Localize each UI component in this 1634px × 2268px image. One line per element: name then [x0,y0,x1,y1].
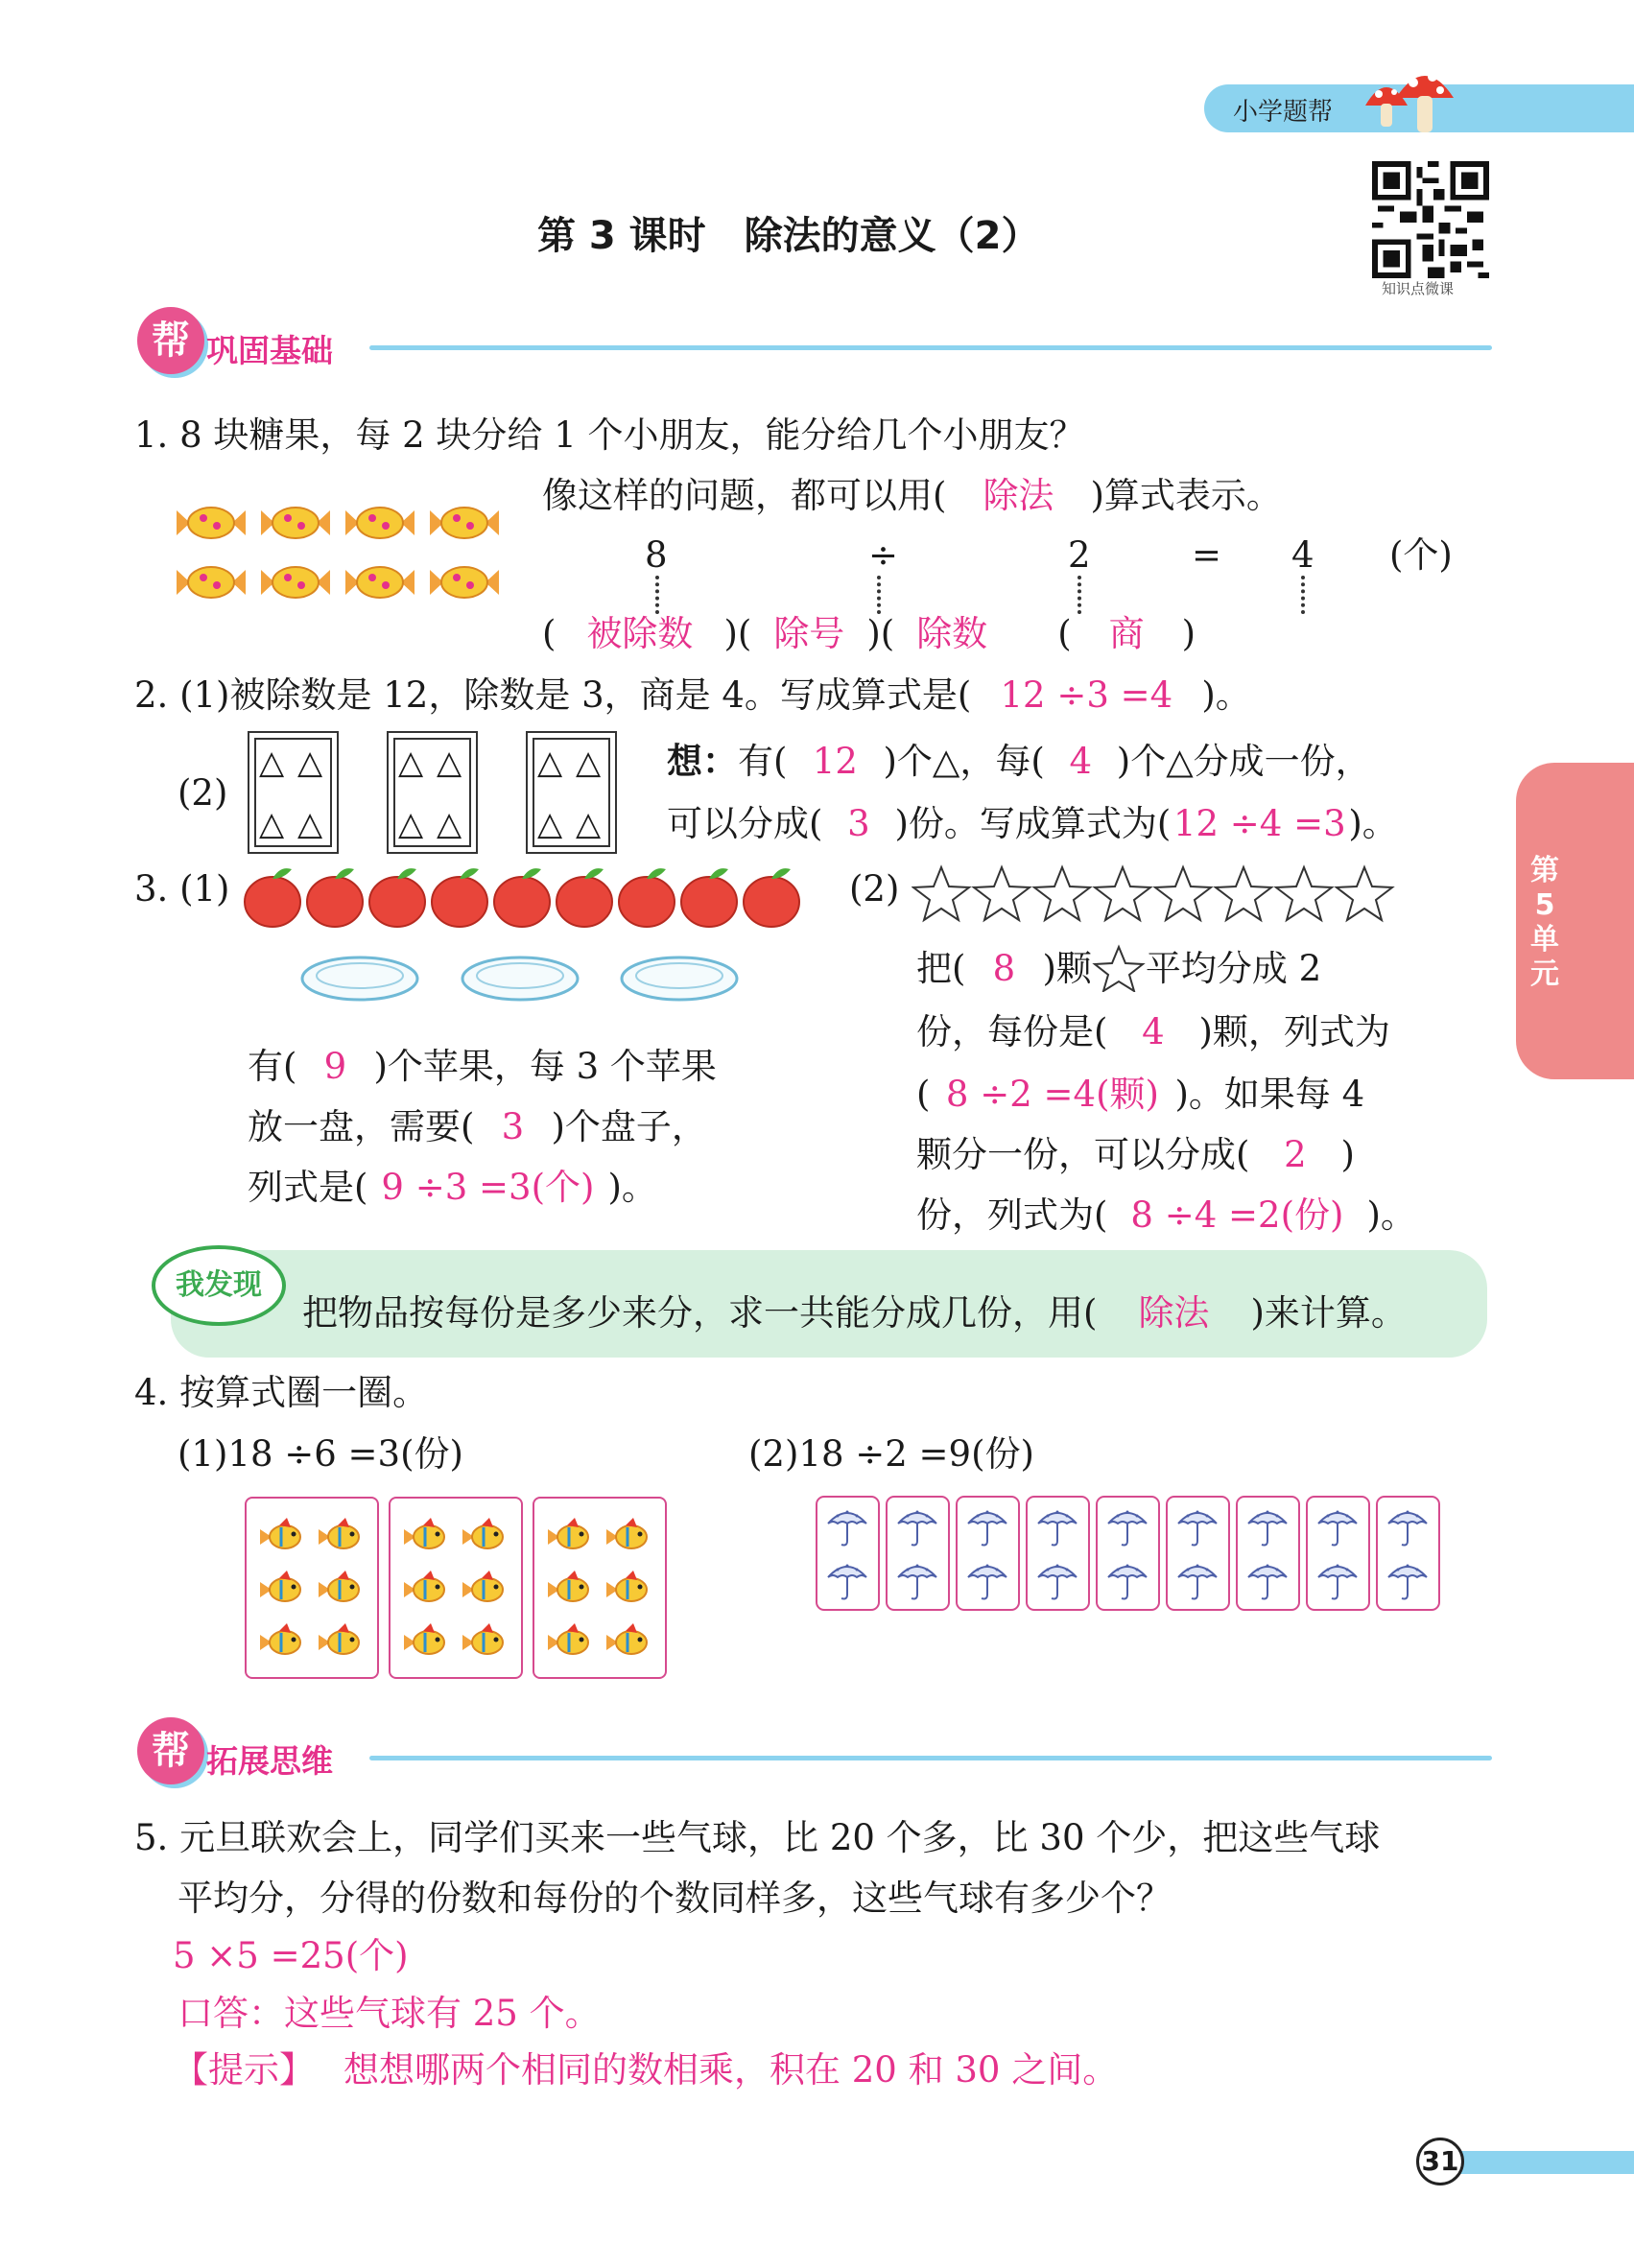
triangle-icon: △ [576,805,602,843]
think-label: 想： [667,740,738,782]
leader-dots [1301,576,1307,614]
triangle-icon: △ [398,805,424,843]
q3-right-line1 [916,944,1321,992]
brand-label: 小学题帮 [1233,98,1334,127]
text: )算式表示。 [1090,475,1282,516]
triangle-group-box[interactable] [248,731,339,854]
fish-grid [245,1497,667,1679]
apple-icon [681,868,737,927]
hint-text: 想想哪两个相同的数相乘，积在 20 和 30 之间。 [343,2049,1119,2091]
star-icon [1092,944,1146,992]
text: )( [866,613,895,654]
q5-line1: 5. 元旦联欢会上，同学们买来一些气球，比 20 个多，比 30 个少，把这些气球 [134,1817,1381,1858]
candy-icon [173,560,249,604]
discovery-text [302,1292,1407,1334]
answer: 4 [1142,1011,1165,1052]
q1-term-names [542,613,1196,654]
triangle-icon: △ [537,744,563,782]
text: )来计算。 [1250,1292,1407,1334]
candy-group [173,501,509,626]
answer: 2 [1284,1134,1307,1175]
apple-icon [619,868,675,927]
qr-caption: 知识点微课 [1382,280,1455,297]
triangle-icon: △ [576,744,602,782]
section-badge: 帮 [137,1717,204,1784]
star-icon [974,867,1030,920]
leader-dots [655,576,661,614]
star-icon [913,867,969,920]
discovery-badge: 我发现 [152,1245,286,1326]
q1-stem: 1. 8 块糖果，每 2 块分给 1 个小朋友，能分给几个小朋友？ [134,414,1085,456]
text: 平均分成 2 [1145,948,1322,989]
text: )( [723,613,752,654]
apple-icon [307,868,363,927]
answer: 4 [1069,741,1093,782]
text: 把( [916,948,966,989]
q2-think-line2 [667,803,1398,844]
answer: 商 [1108,613,1145,654]
text: 有( [738,741,788,782]
q3-left-line3 [248,1167,657,1208]
q5-line2: 平均分，分得的份数和每份的个数同样多，这些气球有多少个？ [178,1878,1172,1919]
q3-label: 3. (1) [134,868,230,910]
q3-left-line2 [248,1106,707,1147]
apple-row [242,862,808,931]
star-icon [1034,867,1090,920]
answer: 3 [501,1106,525,1147]
hint-label: 【提示】 [173,2049,315,2091]
plate-icon [462,957,578,1000]
text: 像这样的问题，都可以用( [542,475,947,516]
answer: 9 [323,1046,347,1087]
text: )。 [1201,674,1251,716]
answer: 12 ÷4 =3 [1172,803,1346,844]
q5-answer-equation: 5 ×5 =25(个) [173,1935,409,1976]
text: )个盘子， [551,1106,707,1147]
triangle-icon: △ [437,744,462,782]
triangle-group-box[interactable] [526,731,617,854]
q3-right-line4 [916,1134,1355,1175]
page-title: 第 3 课时 除法的意义（2） [537,214,1040,258]
q3-right-line2 [916,1011,1390,1052]
triangle-icon: △ [259,805,285,843]
q2-part1 [134,674,1251,716]
unit-side-label: 第5单元 [1530,854,1559,991]
answer: 除法 [1138,1292,1210,1334]
candy-icon [173,501,249,545]
page-number: 31 [1416,2138,1464,2185]
candy-icon [342,560,418,604]
text: ) [1181,613,1196,654]
text: )个苹果，每 3 个苹果 [373,1046,717,1087]
q1-quotient: 4 [1291,534,1314,576]
candy-icon [426,501,503,545]
q1-equals: = [1192,534,1222,576]
candy-icon [426,560,503,604]
text: )。 [607,1167,657,1208]
text: )份。写成算式为( [894,803,1172,844]
q4-part1: (1)18 ÷6 =3(份) [178,1433,463,1475]
section-title-basic: 巩固基础 [206,332,333,369]
apple-icon [557,868,612,927]
text: )。 [1348,803,1398,844]
q1-divisor: 2 [1068,534,1091,576]
section-divider [369,1756,1492,1760]
triangle-icon: △ [398,744,424,782]
text: )个△分成一份， [1116,741,1371,782]
triangle-icon: △ [537,805,563,843]
q1-expression-line [542,475,1282,516]
star-icon [1337,867,1392,920]
star-icon [1216,867,1271,920]
answer: 被除数 [586,613,694,654]
section-badge: 帮 [137,307,204,374]
text: 份，列式为( [916,1194,1108,1236]
plate-icon [302,957,417,1000]
text: )个△，每( [883,741,1045,782]
apple-icon [369,868,425,927]
text: ( [1057,613,1072,654]
apple-icon [744,868,799,927]
q1-unit: (个) [1389,534,1453,576]
text: ( [542,613,557,654]
candy-icon [342,501,418,545]
q5-answer-statement: 口答：这些气球有 25 个。 [178,1993,601,2034]
q3-left-line1 [248,1046,717,1087]
answer: 8 [992,948,1016,989]
text: 份，每份是( [916,1011,1108,1052]
q1-division-sign: ÷ [868,534,899,576]
triangle-icon: △ [297,744,323,782]
apple-icon [432,868,487,927]
candy-icon [257,560,334,604]
triangle-icon: △ [259,744,285,782]
text: )。 [1366,1194,1416,1236]
answer: 3 [847,803,870,844]
q4-part2: (2)18 ÷2 =9(份) [748,1433,1034,1475]
section-divider [369,345,1492,350]
plate-icon [622,957,737,1000]
answer: 8 ÷4 =2(份) [1130,1194,1344,1236]
answer: 除法 [983,475,1054,516]
plate-row [297,950,748,1007]
answer: 12 [812,741,858,782]
q4-stem: 4. 按算式圈一圈。 [134,1372,429,1413]
leader-dots [877,576,883,614]
apple-icon [245,868,300,927]
section-title-extend: 拓展思维 [206,1742,333,1780]
text: 可以分成( [667,803,823,844]
text: 列式是( [248,1167,368,1208]
text: ( [916,1074,931,1115]
q3-right-line5 [916,1194,1416,1236]
star-row [912,863,1401,927]
q1-dividend: 8 [645,534,668,576]
text: )颗 [1042,948,1092,989]
umbrella-grid[interactable] [816,1495,1449,1614]
answer: 9 ÷3 =3(个) [381,1167,595,1208]
mushroom-icon [1348,56,1463,152]
star-icon [1095,867,1150,920]
text: )颗，列式为 [1198,1011,1390,1052]
q2-part2-label: (2) [178,772,228,814]
text: 2. (1)被除数是 12，除数是 3，商是 4。写成算式是( [134,674,972,716]
answer: 12 ÷3 =4 [1000,674,1173,716]
answer: 除数 [916,613,988,654]
star-icon [1155,867,1211,920]
star-icon [1276,867,1332,920]
text: 颗分一份，可以分成( [916,1134,1250,1175]
footer-band [1439,2151,1634,2174]
text: 有( [248,1046,297,1087]
text: 放一盘，需要( [248,1106,475,1147]
q5-hint [173,2049,1119,2091]
triangle-group-box[interactable] [387,731,478,854]
text: ) [1340,1134,1355,1175]
text: )。如果每 4 [1174,1074,1365,1115]
candy-icon [257,501,334,545]
qr-code-icon[interactable] [1372,161,1489,278]
answer: 8 ÷2 =4(颗) [945,1074,1159,1115]
apple-icon [494,868,550,927]
triangle-icon: △ [297,805,323,843]
q3-right-line3 [916,1074,1365,1115]
q3-part2-label: (2) [849,868,900,910]
answer: 除号 [773,613,845,654]
text: 把物品按每份是多少来分，求一共能分成几份，用( [302,1292,1098,1334]
triangle-icon: △ [437,805,462,843]
leader-dots [1077,576,1083,614]
q2-think-line1 [667,740,1371,782]
